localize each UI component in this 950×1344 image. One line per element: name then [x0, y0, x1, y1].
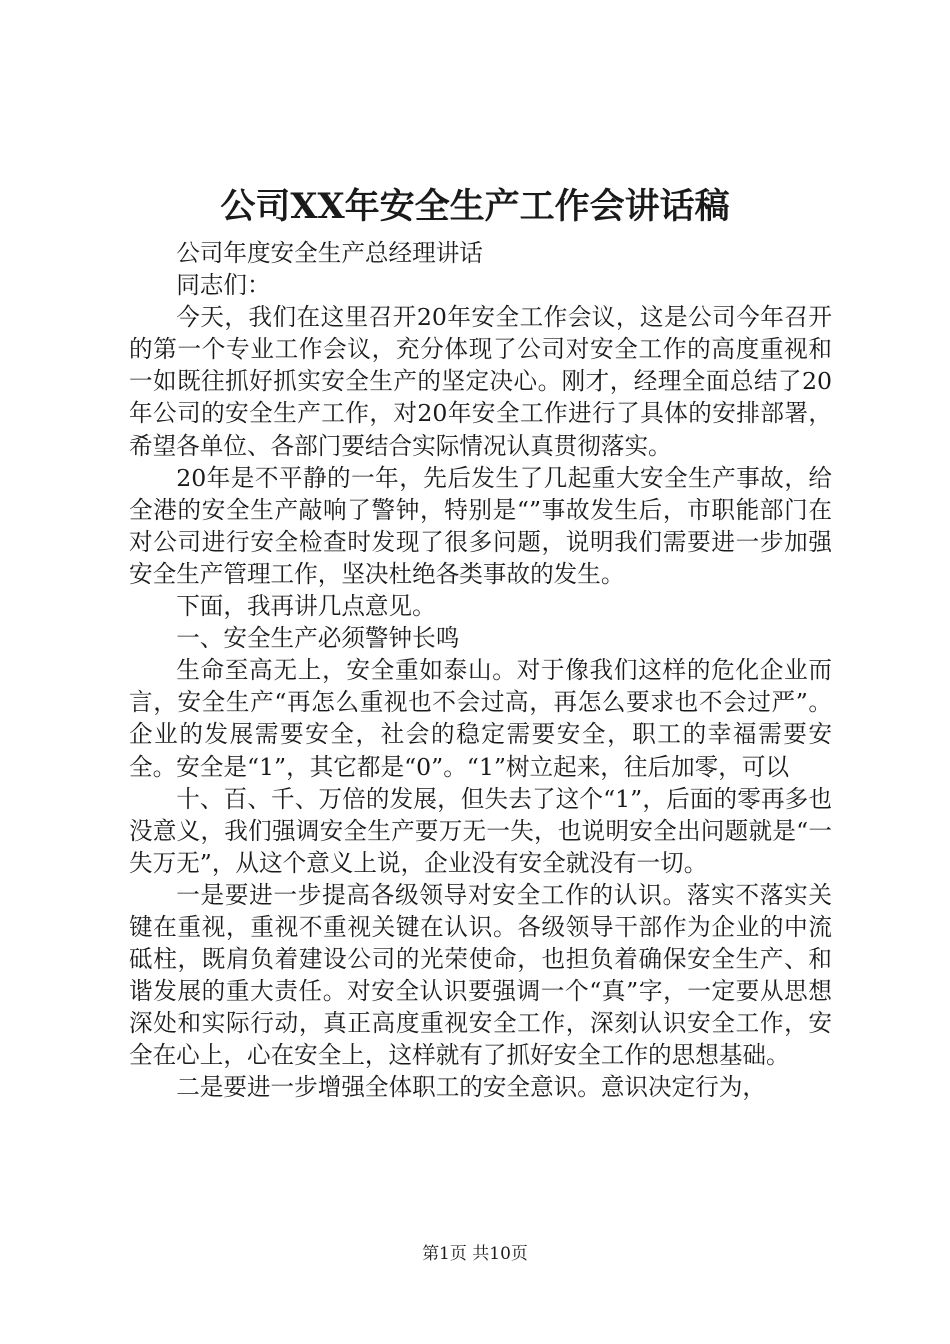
page-footer: 第1页 共10页 [422, 1244, 528, 1264]
document-title: 公司XX年安全生产工作会讲话稿 [220, 186, 730, 227]
paragraph: 下面，我再讲几点意见。 [176, 592, 436, 621]
paragraph: 二是要进一步增强全体职工的安全意识。意识决定行为， [176, 1073, 767, 1102]
paragraph: 今天，我们在这里召开20年安全工作会议，这是公司今年召开的第一个专业工作会议，充分体现了公司对安全工作的高度重视和一如既往抓好抓实安全生产的坚定决心。刚才，经理全面总结了20年公司的安全生产工作，对20年安全工作进行了具体的安排部署，希望各单位、各部门要结合实际情况认真贯彻落实。 [129, 303, 832, 460]
paragraph: 公司年度安全生产总经理讲话 [176, 239, 483, 267]
paragraph: 十、百、千、万倍的发展，但失去了这个“1”，后面的零再多也没意义，我们强调安全生产要万无一失，也说明安全出问题就是“一失万无”，从这个意义上说，企业没有安全就没有一切。 [129, 784, 832, 877]
paragraph: 20年是不平静的一年，先后发生了几起重大安全生产事故，给全港的安全生产敲响了警钟，特别是“”事故发生后，市职能部门在对公司进行安全检查时发现了很多问题，说明我们需要进一步加强安全生产管理工作，坚决杜绝各类事故的发生。 [129, 463, 832, 588]
section-heading: 一、安全生产必须警钟长鸣 [176, 624, 460, 653]
document-body [129, 237, 832, 1104]
paragraph: 一是要进一步提高各级领导对安全工作的认识。落实不落实关键在重视，重视不重视关键在认识。各级领导干部作为企业的中流砥柱，既肩负着建设公司的光荣使命，也担负着确保安全生产、和谐发展的重大责任。对安全认识要强调一个“真”字，一定要从思想深处和实际行动，真正高度重视安全工作，深刻认识安全工作，安全在心上，心在安全上，这样就有了抓好安全工作的思想基础。 [129, 880, 832, 1070]
paragraph: 同志们： [176, 271, 271, 300]
paragraph: 生命至高无上，安全重如泰山。对于像我们这样的危化企业而言，安全生产“再怎么重视也不会过高，再怎么要求也不会过严”。企业的发展需要安全，社会的稳定需要安全，职工的幸福需要安全。安全是“1”，其它都是“0”。“1”树立起来，往后加零，可以 [129, 656, 832, 781]
